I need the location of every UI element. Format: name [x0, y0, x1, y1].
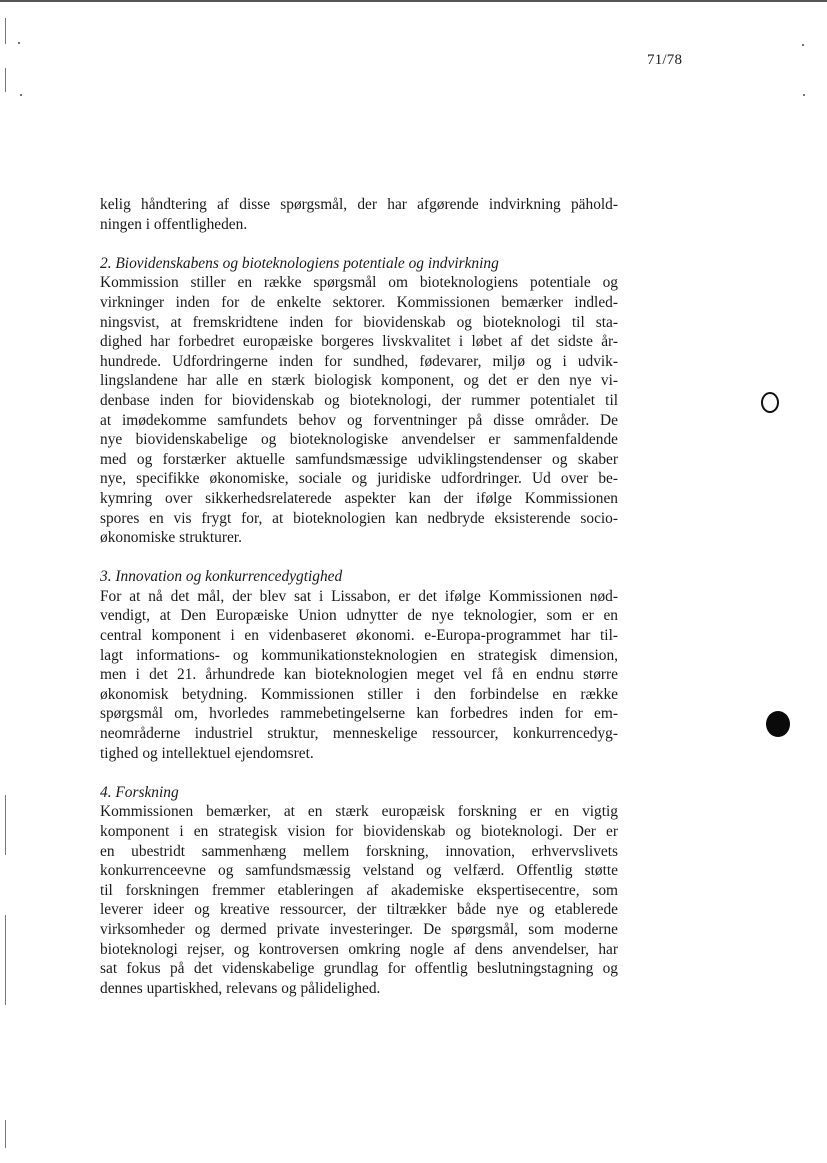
- text-line: sat fokus på det videnskabelige grundlag for offentlig beslutningstagning og: [100, 960, 618, 978]
- scan-top-edge: [0, 0, 827, 2]
- text-line: økonomiske strukturer.: [100, 529, 242, 547]
- section-heading: 2. Biovidenskabens og bioteknologiens potentiale og indvirkning: [100, 254, 499, 272]
- scan-margin-mark: [5, 1120, 6, 1148]
- text-line: Kommission stiller en række spørgsmål om bioteknologiens potentiale og: [100, 274, 618, 292]
- text-line: neområderne industriel struktur, menneskelige ressourcer, konkurrencedyg-: [100, 725, 618, 743]
- text-line: lingslandene har alle en stærk biologisk komponent, og det er den nye vi-: [100, 372, 618, 390]
- text-line: virkninger inden for de enkelte sektorer. Kommissionen bemærker indled-: [100, 293, 618, 311]
- text-line: nye biovidenskabelige og bioteknologiske anvendelser er sammenfaldende: [100, 431, 618, 449]
- text-line: spores en vis frygt for, at bioteknologien kan nedbryde eksisterende socio-: [100, 509, 618, 527]
- scan-margin-mark: [5, 18, 6, 44]
- text-line: nye, specifikke økonomiske, sociale og juridiske udfordringer. Ud over be-: [100, 470, 618, 488]
- text-line: ningsvist, at fremskridtene inden for biovidenskab og bioteknologi til sta-: [100, 313, 618, 331]
- text-line: hundrede. Udfordringerne inden for sundhed, fødevarer, miljø og i udvik-: [100, 352, 618, 370]
- text-line: til forskningen fremmer etableringen af akademiske ekspertisecentre, som: [100, 881, 618, 899]
- section-innovation: [100, 567, 618, 763]
- document-body: [100, 195, 618, 998]
- scan-margin-mark: [5, 795, 6, 855]
- text-line: lagt informations- og kommunikationsteknologien en strategisk dimension,: [100, 646, 618, 664]
- section-potential: [100, 254, 618, 548]
- text-line: dennes upartiskhed, relevans og pålidelighed.: [100, 979, 381, 997]
- text-line: vendigt, at Den Europæiske Union udnytter de nye teknologier, som er en: [100, 607, 618, 625]
- text-line: konkurrenceevne og samfundsmæssig velstand og velfærd. Offentlig støtte: [100, 862, 618, 880]
- text-line: denbase inden for biovidenskab og bioteknologi, der rummer potentialet til: [100, 391, 618, 409]
- text-line: økonomisk betydning. Kommissionen stiller i den forbindelse en række: [100, 685, 618, 703]
- text-line: med og forstærker aktuelle samfundsmæssige udviklingstendenser og skaber: [100, 450, 618, 468]
- text-line: kymring over sikkerhedsrelaterede aspekter kan der ifølge Kommissionen: [100, 489, 618, 507]
- scan-speck: [802, 44, 804, 46]
- text-line: ningen i offentligheden.: [100, 215, 248, 233]
- text-line: leverer ideer og kreative ressourcer, der tiltrækker både nye og etablerede: [100, 901, 618, 919]
- text-line: bioteknologi rejser, og kontroversen omkring nogle af dens anvendelser, har: [100, 940, 618, 958]
- text-line: virksomheder og dermed private investeringer. De spørgsmål, som moderne: [100, 920, 618, 938]
- page-number: 71/78: [647, 52, 683, 68]
- text-line: kelig håndtering af disse spørgsmål, der har afgørende indvirkning pähold-: [100, 196, 618, 213]
- text-line: tighed og intellektuel ejendomsret.: [100, 744, 314, 762]
- scan-speck: [18, 42, 20, 44]
- scan-speck: [20, 94, 22, 96]
- text-line: For at nå det mål, der blev sat i Lissabon, er det ifølge Kommissionen nød-: [100, 587, 618, 605]
- intro-paragraph: [100, 195, 618, 234]
- binder-hole-open-icon: [761, 392, 779, 413]
- binder-hole-filled-icon: [766, 711, 790, 737]
- section-heading: 3. Innovation og konkurrencedygtighed: [100, 568, 343, 586]
- section-research: [100, 783, 618, 999]
- text-line: dighed har forbedret europæiske borgeres livskvalitet i løbet af det sidste år-: [100, 333, 618, 351]
- text-line: central komponent i en videnbaseret økonomi. e-Europa-programmet har til-: [100, 627, 618, 645]
- text-line: at imødekomme samfundets behov og forventninger på disse områder. De: [100, 411, 618, 429]
- scan-margin-mark: [5, 915, 6, 1005]
- text-line: spørgsmål om, hvorledes rammebetingelserne kan forbedres inden for em-: [100, 705, 618, 723]
- text-line: komponent i en strategisk vision for biovidenskab og bioteknologi. Der er: [100, 823, 618, 840]
- scan-margin-mark: [5, 68, 6, 92]
- text-line: men i det 21. århundrede kan bioteknologien meget vel få en endnu større: [100, 666, 618, 684]
- section-heading: 4. Forskning: [100, 783, 179, 801]
- text-line: Kommissionen bemærker, at en stærk europæisk forskning er en vigtig: [100, 803, 618, 821]
- text-line: en ubestridt sammenhæng mellem forskning, innovation, erhvervslivets: [100, 842, 618, 860]
- scan-speck: [803, 94, 805, 96]
